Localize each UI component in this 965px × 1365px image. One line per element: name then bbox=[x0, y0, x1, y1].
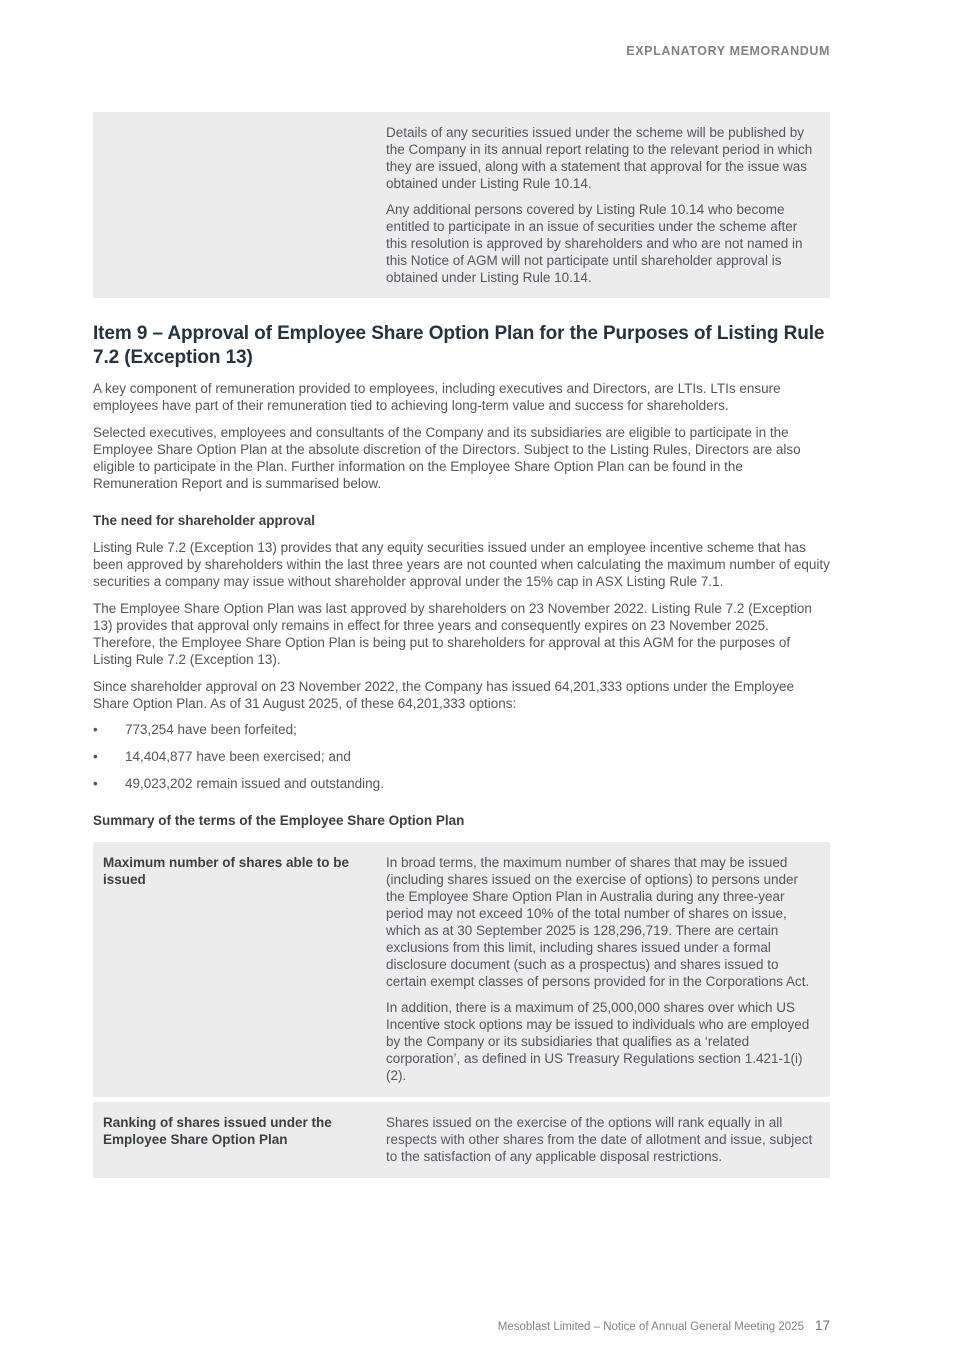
page-footer bbox=[498, 1318, 830, 1333]
item9-heading: Item 9 – Approval of Employee Share Option Plan for the Purposes of Listing Rule 7.2 (Exception 13) bbox=[93, 323, 825, 368]
paragraph: Listing Rule 7.2 (Exception 13) provides that any equity securities issued under an employee incentive scheme that has been approved by shareholders within the last three years are not counted when calculating the maximum number of equity securities a company may issue without shareholder approval under the 15% cap in ASX Listing Rule 7.1. bbox=[93, 540, 830, 589]
paragraph: The Employee Share Option Plan was last approved by shareholders on 23 November 2022. Listing Rule 7.2 (Exception 13) provides that approval only remains in effect for three years and consequently expires on 23 November 2025. Therefore, the Employee Share Option Plan is being put to shareholders for approval at this AGM for the purposes of Listing Rule 7.2 (Exception 13). bbox=[93, 601, 812, 667]
bullet-text: 773,254 have been forfeited; bbox=[125, 722, 297, 737]
bullet-marker: • bbox=[93, 776, 98, 791]
bullet-text: 14,404,877 have been exercised; and bbox=[125, 749, 351, 764]
bullet-marker: • bbox=[93, 749, 98, 764]
table-row bbox=[93, 1102, 830, 1178]
paragraph: Shares issued on the exercise of the options will rank equally in all respects with other shares from the date of allotment and issue, subject to the satisfaction of any applicable disposal restrictions. bbox=[386, 1115, 813, 1164]
table-row bbox=[93, 842, 830, 1097]
page-header-title: EXPLANATORY MEMORANDUM bbox=[626, 44, 830, 58]
summary-table bbox=[93, 842, 830, 1178]
continuation-table-cell bbox=[93, 112, 830, 298]
term-cell: Ranking of shares issued under the Employee Share Option Plan bbox=[103, 1115, 332, 1147]
term-cell: Maximum number of shares able to be issued bbox=[103, 855, 350, 887]
bullet-item bbox=[93, 748, 830, 765]
bullet-item bbox=[93, 775, 830, 792]
page-header bbox=[93, 0, 830, 58]
paragraph: Details of any securities issued under the scheme will be published by the Company in its annual report relating to the relevant period in which they are issued, along with a statement that approval for the issue was obtained under Listing Rule 10.14. bbox=[386, 125, 813, 191]
page-number: 17 bbox=[814, 1318, 830, 1333]
summary-subheading: Summary of the terms of the Employee Share Option Plan bbox=[93, 813, 465, 828]
paragraph: Any additional persons covered by Listing Rule 10.14 who become entitled to participate in an issue of securities under the scheme after this resolution is approved by shareholders and who are not named in this Notice of AGM will not participate until shareholder approval is obtained under Listing Rule 10.14. bbox=[386, 202, 803, 285]
paragraph: In broad terms, the maximum number of shares that may be issued (including shares issued on the exercise of options) to persons under the Employee Share Option Plan in Australia during any three-year period may not exceed 10% of the total number of shares on issue, which as at 30 September 2025 is 128,296,719. There are certain exclusions from this limit, including shares issued under a formal disclosure document (such as a prospectus) and shares issued to certain exempt classes of persons provided for in the Corporations Act. bbox=[386, 855, 810, 989]
shareholder-approval-subheading: The need for shareholder approval bbox=[93, 513, 316, 528]
paragraph: In addition, there is a maximum of 25,000,000 shares over which US Incentive stock options may be issued to individuals who are employed by the Company or its subsidiaries that qualifies as a ‘related corporation’, as defined in US Treasury Regulations section 1.421-1(i)(2). bbox=[386, 1000, 810, 1083]
paragraph: Selected executives, employees and consultants of the Company and its subsidiaries are eligible to participate in the Employee Share Option Plan at the absolute discretion of the Directors. Subject to the Listing Rules, Directors are also eligible to participate in the Plan. Further information on the Employee Share Option Plan can be found in the Remuneration Report and is summarised below. bbox=[93, 425, 801, 491]
footer-text: Mesoblast Limited – Notice of Annual General Meeting 2025 bbox=[497, 1321, 804, 1333]
options-bullet-list bbox=[93, 721, 830, 792]
bullet-text: 49,023,202 remain issued and outstanding. bbox=[125, 776, 384, 791]
paragraph: Since shareholder approval on 23 November 2022, the Company has issued 64,201,333 options under the Employee Share Option Plan. As of 31 August 2025, of these 64,201,333 options: bbox=[93, 679, 794, 711]
description-cell bbox=[386, 854, 830, 1084]
paragraph: A key component of remuneration provided to employees, including executives and Directors, are LTIs. LTIs ensure employees have part of their remuneration tied to achieving long-term value and success for shareholders. bbox=[93, 381, 781, 413]
page-content bbox=[93, 0, 830, 1178]
description-cell bbox=[386, 1114, 830, 1165]
bullet-item bbox=[93, 721, 830, 738]
bullet-marker: • bbox=[93, 722, 98, 737]
